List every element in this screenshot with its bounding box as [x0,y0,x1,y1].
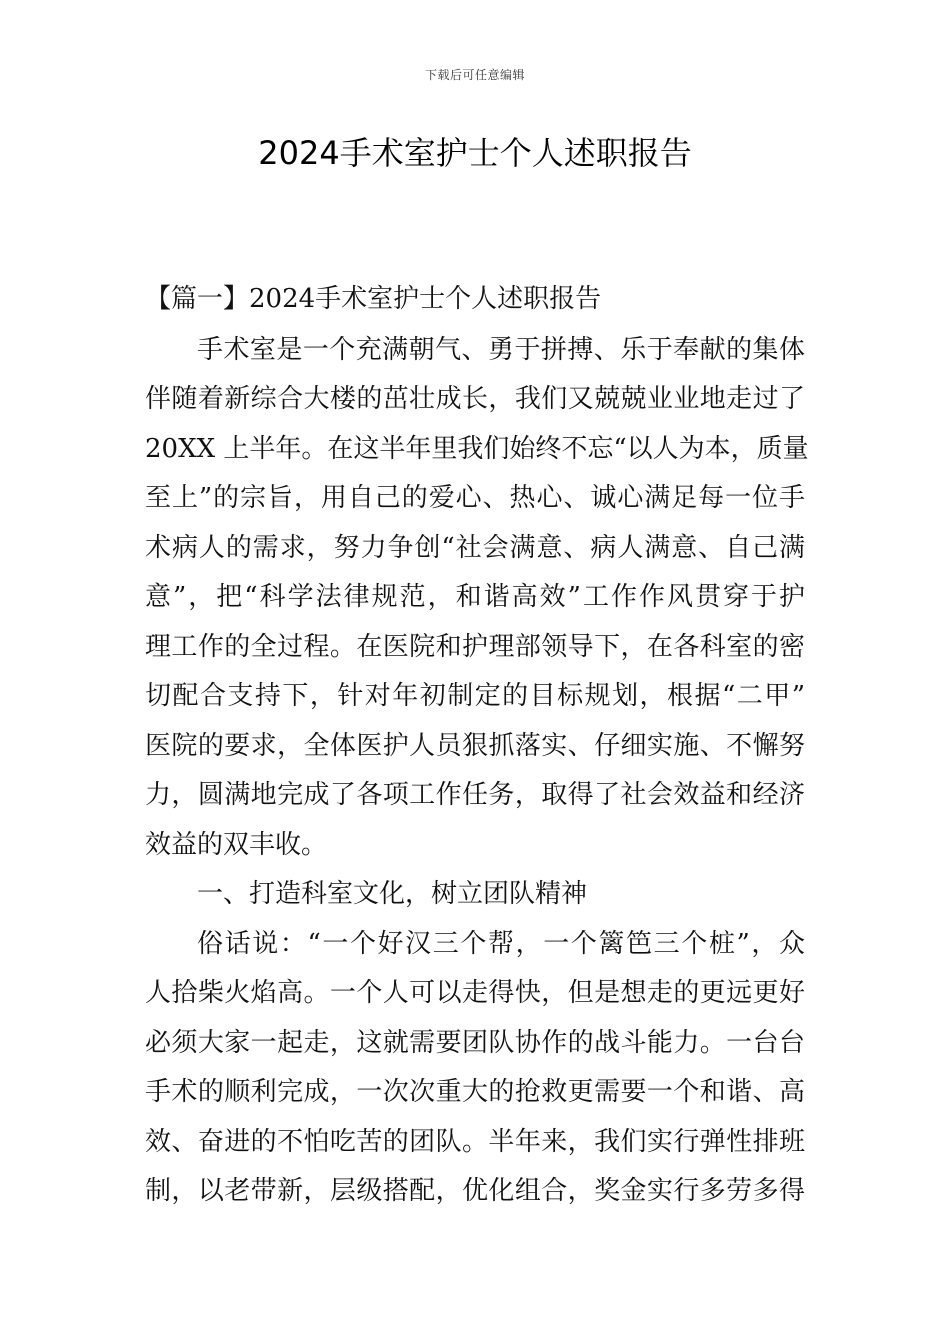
paragraph-line: 力，圆满地完成了各项工作任务，取得了社会效益和经济 [145,780,805,810]
subheading: 一、打造科室文化，树立团队精神 [197,879,588,909]
paragraph-line: 效益的双丰收。 [145,830,328,860]
paragraph-line: 必须大家一起走，这就需要团队协作的战斗能力。一台台 [145,1028,805,1058]
paragraph-line: 20XX 上半年。在这半年里我们始终不忘“以人为本，质量 [145,434,809,464]
paragraph-line: 切配合支持下，针对年初制定的目标规划，根据“二甲” [145,681,805,711]
paragraph-line: 效、奋进的不怕吃苦的团队。半年来，我们实行弹性排班 [145,1127,805,1157]
paragraph-line: 手术的顺利完成，一次次重大的抢救更需要一个和谐、高 [145,1077,805,1107]
paragraph-line: 制，以老带新，层级搭配，优化组合，奖金实行多劳多得 [145,1176,805,1206]
header-note: 下载后可任意编辑 [424,68,525,82]
paragraph-line: 手术室是一个充满朝气、勇于拼搏、乐于奉献的集体 [197,335,805,365]
paragraph-line: 俗话说：“一个好汉三个帮，一个篱笆三个桩”，众 [197,929,805,959]
section-heading: 【篇一】2024手术室护士个人述职报告 [145,284,602,314]
document-title: 2024手术室护士个人述职报告 [258,134,692,172]
paragraph-line: 理工作的全过程。在医院和护理部领导下，在各科室的密 [145,632,805,662]
paragraph-line: 术病人的需求，努力争创“社会满意、病人满意、自己满 [145,533,805,563]
paragraph-line: 伴随着新综合大楼的茁壮成长，我们又兢兢业业地走过了 [145,384,805,414]
paragraph-line: 意”，把“科学法律规范，和谐高效”工作作风贯穿于护 [145,582,805,612]
paragraph-line: 人拾柴火焰高。一个人可以走得快，但是想走的更远更好 [145,978,805,1008]
paragraph-line: 医院的要求，全体医护人员狠抓落实、仔细实施、不懈努 [145,731,805,761]
paragraph-line: 至上”的宗旨，用自己的爱心、热心、诚心满足每一位手 [145,483,805,513]
